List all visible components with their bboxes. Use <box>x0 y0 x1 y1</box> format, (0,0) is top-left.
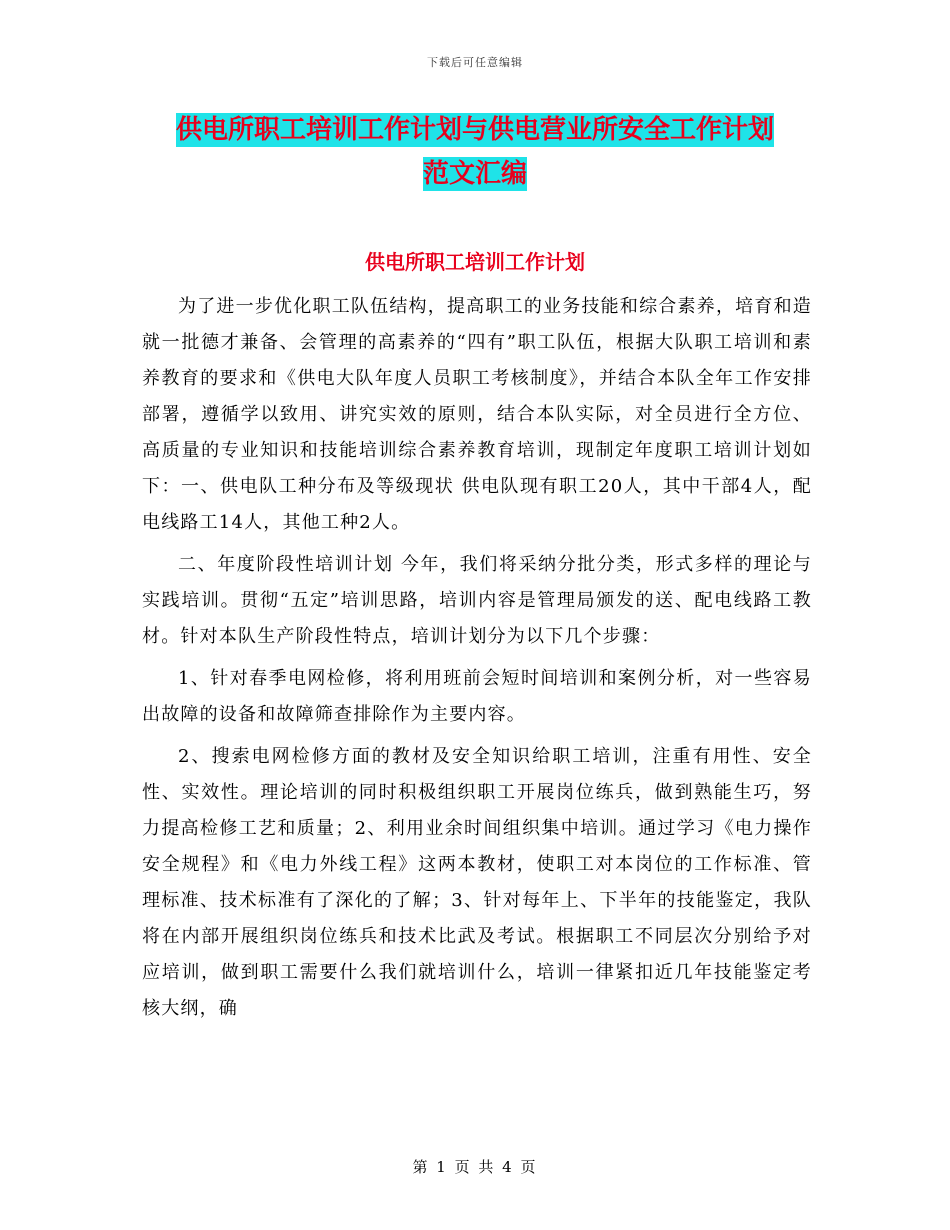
page-number-footer: 第 1 页 共 4 页 <box>412 1158 538 1176</box>
document-body <box>142 289 812 1033</box>
paragraph: 二、年度阶段性培训计划 今年，我们将采纳分批分类，形式多样的理论与实践培训。贯彻“五定”培训思路，培训内容是管理局颁发的送、配电线路工教材。针对本队生产阶段性特点，培训计划分为以下几个步骤： <box>142 554 812 647</box>
section-title: 供电所职工培训工作计划 <box>365 250 585 274</box>
paragraph: 1、针对春季电网检修，将利用班前会短时间培训和案例分析，对一些容易出故障的设备和故障筛查排除作为主要内容。 <box>142 668 812 725</box>
document-title <box>0 108 950 196</box>
paragraph: 为了进一步优化职工队伍结构，提高职工的业务技能和综合素养，培育和造就一批德才兼备、会管理的高素养的“四有”职工队伍，根据大队职工培训和素养教育的要求和《供电大队年度人员职工考核制度》，并结合本队全年工作安排部署，遵循学以致用、讲究实效的原则，结合本队实际，对全员进行全方位、高质量的专业知识和技能培训综合素养教育培训，现制定年度职工培训计划如下：一、供电队工种分布及等级现状 供电队现有职工20人，其中干部4人，配电线路工14人，其他工种2人。 <box>142 296 812 533</box>
document-title-line-2: 范文汇编 <box>422 159 527 189</box>
paragraph: 2、搜索电网检修方面的教材及安全知识给职工培训，注重有用性、安全性、实效性。理论培训的同时积极组织职工开展岗位练兵，做到熟能生巧，努力提高检修工艺和质量；2、利用业余时间组织集中培训。通过学习《电力操作安全规程》和《电力外线工程》这两本教材，使职工对本岗位的工作标准、管理标准、技术标准有了深化的了解；3、针对每年上、下半年的技能鉴定，我队将在内部开展组织岗位练兵和技术比武及考试。根据职工不同层次分别给予对应培训，做到职工需要什么我们就培训什么，培训一律紧扣近几年技能鉴定考核大纲，确 <box>142 746 812 1019</box>
page-header-note: 下载后可任意编辑 <box>427 56 523 69</box>
document-title-line-1: 供电所职工培训工作计划与供电营业所安全工作计划 <box>175 115 774 145</box>
